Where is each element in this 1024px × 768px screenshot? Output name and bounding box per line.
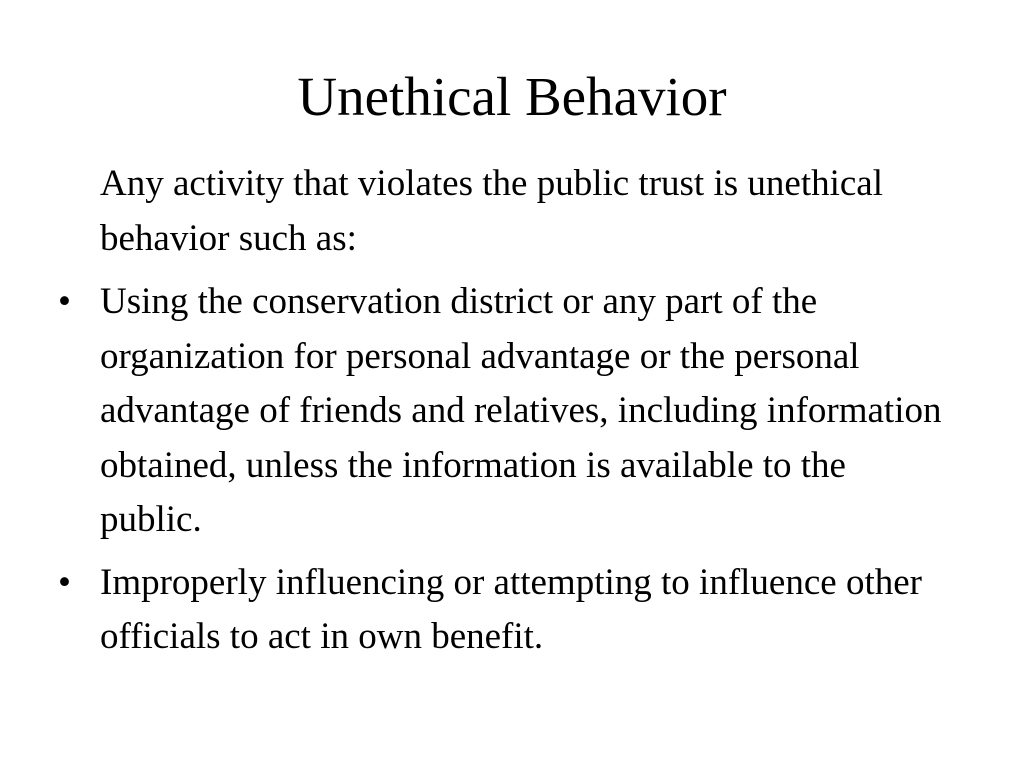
list-item: [56, 275, 956, 548]
slide-body: [56, 157, 956, 673]
bullet-icon: •: [58, 561, 71, 603]
slide-title: Unethical Behavior: [297, 66, 727, 127]
intro-paragraph: [56, 157, 956, 266]
intro-text: Any activity that violates the public trust is unethical behavior such as:: [100, 163, 883, 259]
bullet-text: Improperly influencing or attempting to influence other officials to act in own benefit.: [100, 561, 922, 657]
list-item: [56, 556, 956, 665]
bullet-text: Using the conservation district or any part of the organization for personal advantage or the personal advantage of friends and relatives, including information obtained, unless the information is available to the public.: [100, 281, 942, 540]
bullet-icon: •: [58, 281, 71, 322]
